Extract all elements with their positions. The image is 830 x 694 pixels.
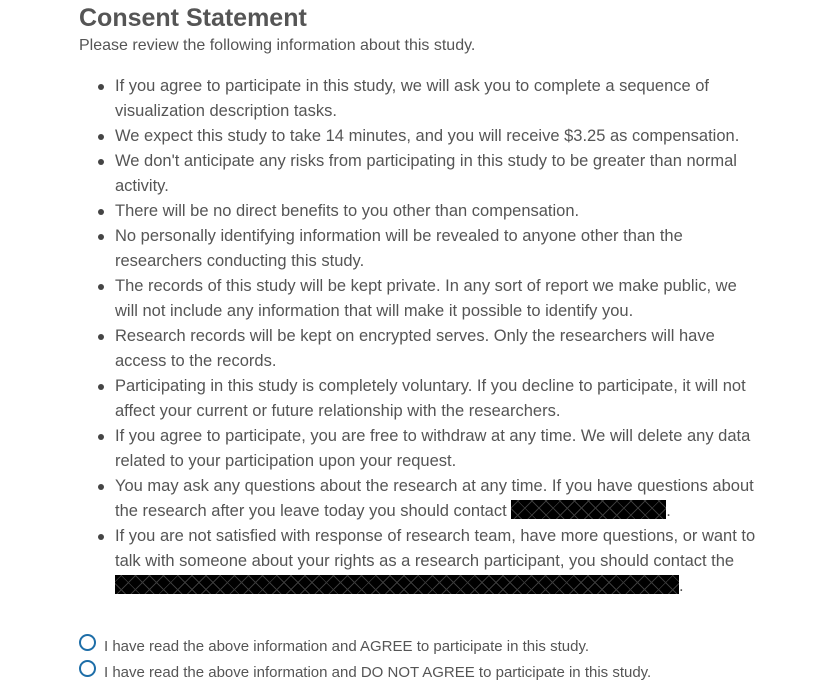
list-item <box>79 149 759 199</box>
list-item <box>79 224 759 274</box>
disagree-option[interactable] <box>79 663 759 689</box>
bullet-dot-icon <box>98 84 104 90</box>
list-item <box>79 124 759 149</box>
agree-option-label[interactable]: I have read the above information and AGREE to participate in this study. <box>104 638 590 655</box>
list-item <box>79 424 759 474</box>
bullet-dot-icon <box>98 484 104 490</box>
list-item <box>79 474 759 524</box>
agree-option[interactable] <box>79 637 759 663</box>
list-item-suffix: . <box>666 502 671 520</box>
bullet-dot-icon <box>98 159 104 165</box>
list-item-text: The records of this study will be kept private. In any sort of report we make public, we will not include any information that will make it possible to identify you. <box>115 277 737 320</box>
consent-options <box>79 637 759 689</box>
list-item-text: If you are not satisfied with response of research team, have more questions, or want to talk with someone about your rights as a research participant, you should contact the <box>115 527 756 570</box>
list-item-text: There will be no direct benefits to you other than compensation. <box>115 202 580 220</box>
page-subtitle: Please review the following information about this study. <box>79 37 476 54</box>
redacted-contact-block <box>115 575 679 594</box>
list-item <box>79 274 759 324</box>
bullet-dot-icon <box>98 284 104 290</box>
consent-bullet-list <box>79 74 759 599</box>
bullet-dot-icon <box>98 334 104 340</box>
list-item-text: If you agree to participate, you are free to withdraw at any time. We will delete any data related to your participation upon your request. <box>115 427 751 470</box>
list-item-text: We don't anticipate any risks from participating in this study to be greater than normal activity. <box>115 152 737 195</box>
list-item <box>79 74 759 124</box>
bullet-dot-icon <box>98 234 104 240</box>
bullet-dot-icon <box>98 134 104 140</box>
bullet-dot-icon <box>98 434 104 440</box>
bullet-dot-icon <box>98 534 104 540</box>
bullet-dot-icon <box>98 209 104 215</box>
list-item <box>79 524 759 599</box>
list-item-text: No personally identifying information will be revealed to anyone other than the researchers conducting this study. <box>115 227 683 270</box>
list-item <box>79 324 759 374</box>
list-item-text: If you agree to participate in this study, we will ask you to complete a sequence of visualization description tasks. <box>115 77 710 120</box>
bullet-dot-icon <box>98 384 104 390</box>
list-item-text: We expect this study to take 14 minutes, and you will receive $3.25 as compensation. <box>115 127 740 145</box>
list-item <box>79 199 759 224</box>
list-item-text: Research records will be kept on encrypted serves. Only the researchers will have access to the records. <box>115 327 715 370</box>
list-item-text: Participating in this study is completely voluntary. If you decline to participate, it will not affect your current or future relationship with the researchers. <box>115 377 746 420</box>
list-item <box>79 374 759 424</box>
radio-button-icon[interactable] <box>79 660 96 677</box>
disagree-option-label[interactable]: I have read the above information and DO NOT AGREE to participate in this study. <box>104 664 652 681</box>
page-title: Consent Statement <box>79 4 307 32</box>
list-item-text: You may ask any questions about the research at any time. If you have questions about the research after you leave today you should contact <box>115 477 754 520</box>
redacted-contact-block <box>511 500 666 519</box>
list-item-suffix: . <box>679 577 684 595</box>
radio-button-icon[interactable] <box>79 634 96 651</box>
